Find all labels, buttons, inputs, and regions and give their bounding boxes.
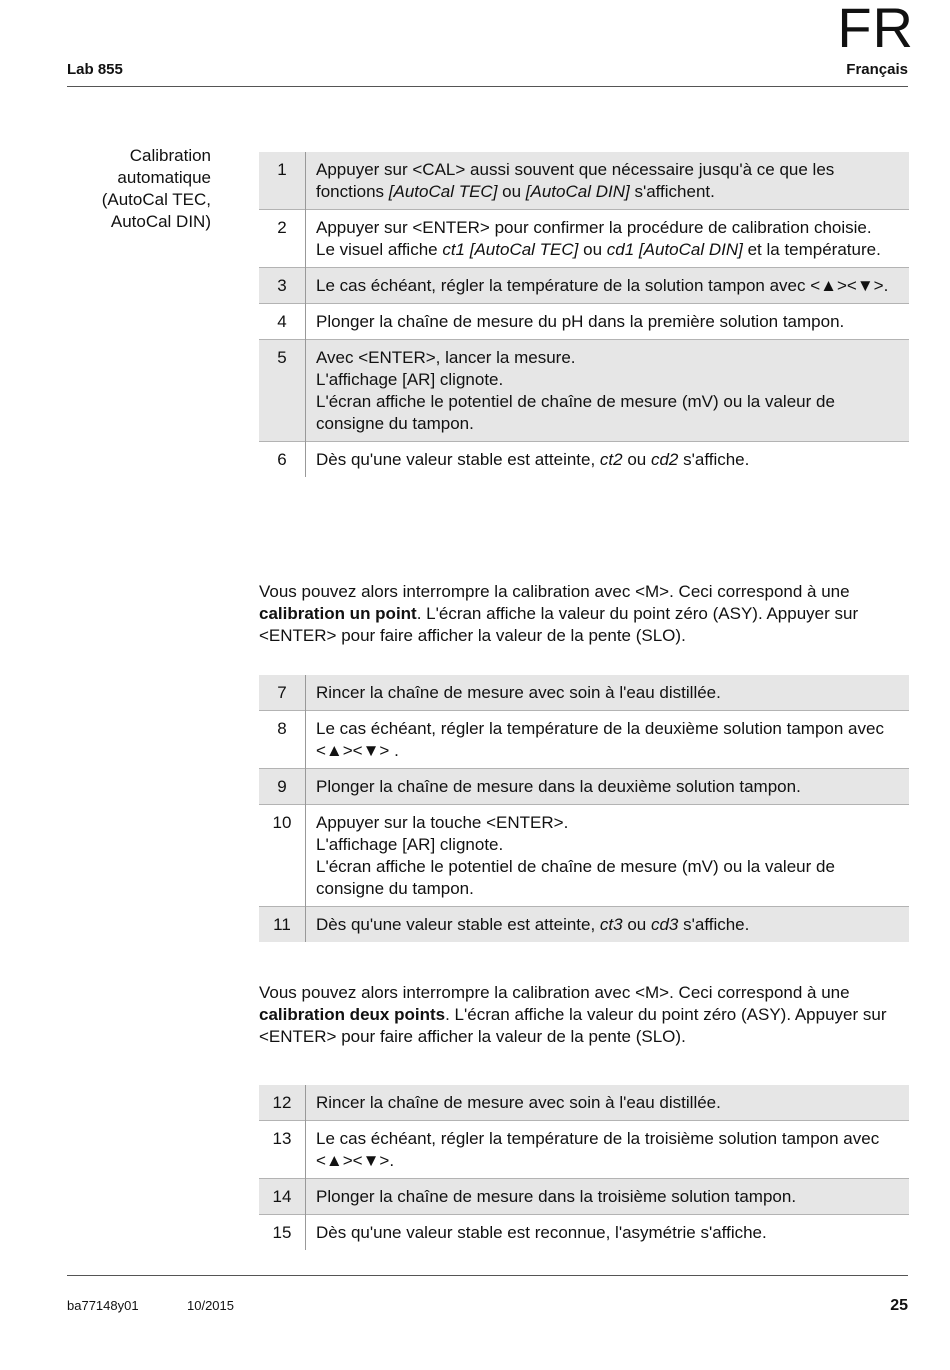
italic-term: cd2 xyxy=(650,450,679,469)
step-text: Appuyer sur <CAL> aussi souvent que nécessaire jusqu'à ce que les fonctions [AutoCal TEC] ou [AutoCal DIN] s'affichent. xyxy=(306,152,910,210)
steps-table-3 xyxy=(259,1085,909,1250)
italic-term: cd3 xyxy=(650,915,679,934)
step-number: 11 xyxy=(259,907,306,943)
step-text: Le cas échéant, régler la température de la solution tampon avec <▲><▼>. xyxy=(306,268,910,304)
page-number: 25 xyxy=(890,1297,908,1314)
italic-term: [AutoCal TEC] xyxy=(469,240,579,259)
step-text: Le cas échéant, régler la température de la troisième solution tampon avec <▲><▼>. xyxy=(306,1121,910,1179)
step-text: Dès qu'une valeur stable est atteinte, ct2 ou cd2 s'affiche. xyxy=(306,442,910,478)
steps-table-2 xyxy=(259,675,909,942)
step-row xyxy=(259,268,909,304)
step-row xyxy=(259,711,909,769)
step-number: 4 xyxy=(259,304,306,340)
step-row xyxy=(259,907,909,943)
note-text: Vous pouvez alors interrompre la calibration avec <M>. Ceci correspond à une xyxy=(259,983,850,1002)
step-text: Plonger la chaîne de mesure dans la deuxième solution tampon. xyxy=(306,769,910,805)
step-text: Rincer la chaîne de mesure avec soin à l'eau distillée. xyxy=(306,675,910,711)
step-row xyxy=(259,769,909,805)
product-name: Lab 855 xyxy=(67,61,123,78)
step-text: Appuyer sur <ENTER> pour confirmer la procédure de calibration choisie. Le visuel affiche ct1 [AutoCal TEC] ou cd1 [AutoCal DIN] et la température. xyxy=(306,210,910,268)
step-number: 6 xyxy=(259,442,306,478)
note-paragraph-2 xyxy=(259,982,909,1048)
step-number: 10 xyxy=(259,805,306,907)
step-number: 12 xyxy=(259,1085,306,1121)
step-number: 1 xyxy=(259,152,306,210)
step-number: 15 xyxy=(259,1215,306,1251)
step-row xyxy=(259,304,909,340)
section-title-line: AutoCal DIN) xyxy=(110,212,211,231)
note-paragraph-1 xyxy=(259,581,909,647)
section-title-line: Calibration xyxy=(129,146,211,165)
section-title-line: automatique xyxy=(117,168,211,187)
step-text: Dès qu'une valeur stable est atteinte, ct3 ou cd3 s'affiche. xyxy=(306,907,910,943)
step-number: 9 xyxy=(259,769,306,805)
steps-table-1 xyxy=(259,152,909,477)
step-text: Le cas échéant, régler la température de la deuxième solution tampon avec <▲><▼> . xyxy=(306,711,910,769)
step-text: Appuyer sur la touche <ENTER>. L'affichage [AR] clignote. L'écran affiche le potentiel de chaîne de mesure (mV) ou la valeur de consigne du tampon. xyxy=(306,805,910,907)
step-row xyxy=(259,442,909,478)
step-text: Plonger la chaîne de mesure dans la troisième solution tampon. xyxy=(306,1179,910,1215)
step-text: Rincer la chaîne de mesure avec soin à l'eau distillée. xyxy=(306,1085,910,1121)
step-row xyxy=(259,1179,909,1215)
step-number: 14 xyxy=(259,1179,306,1215)
footer-divider xyxy=(67,1275,908,1276)
italic-term: [AutoCal TEC] xyxy=(388,182,498,201)
header-divider xyxy=(67,86,908,87)
section-title-line: (AutoCal TEC, xyxy=(101,190,211,209)
note-emphasis: calibration un point xyxy=(259,604,417,623)
step-number: 7 xyxy=(259,675,306,711)
italic-term: ct3 xyxy=(599,915,623,934)
step-text: Dès qu'une valeur stable est reconnue, l'asymétrie s'affiche. xyxy=(306,1215,910,1251)
step-row xyxy=(259,340,909,442)
italic-term: [AutoCal DIN] xyxy=(525,182,630,201)
step-text: Plonger la chaîne de mesure du pH dans la première solution tampon. xyxy=(306,304,910,340)
step-text: Avec <ENTER>, lancer la mesure. L'affichage [AR] clignote. L'écran affiche le potentiel de chaîne de mesure (mV) ou la valeur de consigne du tampon. xyxy=(306,340,910,442)
document-date: 10/2015 xyxy=(187,1298,234,1313)
step-row xyxy=(259,1085,909,1121)
document-id: ba77148y01 xyxy=(67,1298,139,1313)
language-name: Français xyxy=(846,61,908,78)
step-row xyxy=(259,210,909,268)
note-text: . L'écran affiche la valeur du point zéro (ASY). Appuyer sur <ENTER> pour faire afficher la valeur de la pente (SLO). xyxy=(259,604,859,645)
step-number: 2 xyxy=(259,210,306,268)
step-row xyxy=(259,675,909,711)
note-emphasis: calibration deux points xyxy=(259,1005,446,1024)
italic-term: ct2 xyxy=(599,450,623,469)
step-number: 5 xyxy=(259,340,306,442)
step-row xyxy=(259,1121,909,1179)
italic-term: [AutoCal DIN] xyxy=(638,240,743,259)
step-row xyxy=(259,805,909,907)
language-code: FR xyxy=(837,0,914,59)
step-number: 3 xyxy=(259,268,306,304)
step-row xyxy=(259,1215,909,1251)
italic-term: ct1 xyxy=(442,240,466,259)
step-number: 8 xyxy=(259,711,306,769)
note-text: Vous pouvez alors interrompre la calibration avec <M>. Ceci correspond à une xyxy=(259,582,850,601)
step-row xyxy=(259,152,909,210)
step-number: 13 xyxy=(259,1121,306,1179)
note-text: . L'écran affiche la valeur du point zéro (ASY). Appuyer sur <ENTER> pour faire afficher la valeur de la pente (SLO). xyxy=(259,1005,887,1046)
section-title xyxy=(67,145,211,233)
italic-term: cd1 xyxy=(606,240,635,259)
